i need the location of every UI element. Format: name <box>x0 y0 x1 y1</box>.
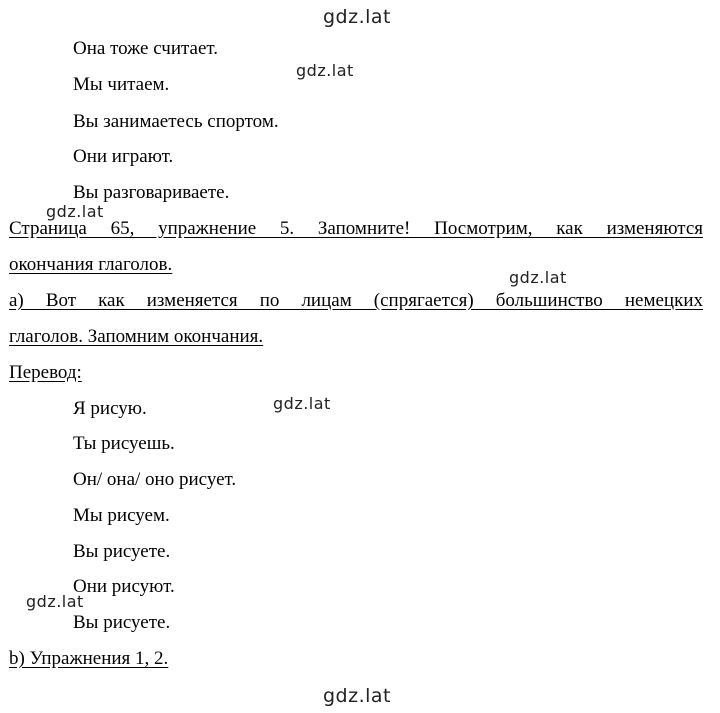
watermark: gdz.lat <box>509 268 567 287</box>
watermark: gdz.lat <box>273 394 331 413</box>
watermark-top: gdz.lat <box>323 6 392 28</box>
translation-line: Они рисуют. <box>73 576 175 597</box>
sentence-line: Она тоже считает. <box>73 38 219 59</box>
translation-line: Мы рисуем. <box>73 505 170 526</box>
translation-line: Он/ она/ оно рисует. <box>73 469 237 490</box>
translation-line: Вы рисуете. <box>73 541 171 562</box>
exercise-heading-line2: окончания глаголов. <box>9 254 173 275</box>
translation-line: Вы рисуете. <box>73 612 171 633</box>
exercise-heading-line1: Страница 65, упражнение 5. Запомните! Посмотрим, как изменяются <box>9 218 703 239</box>
part-a-line2: глаголов. Запомним окончания. <box>9 326 264 347</box>
translation-line: Ты рисуешь. <box>73 433 175 454</box>
translation-label: Перевод: <box>9 362 82 383</box>
watermark: gdz.lat <box>296 61 354 80</box>
translation-line: Я рисую. <box>73 398 147 419</box>
sentence-line: Мы читаем. <box>73 74 170 95</box>
sentence-line: Вы разговариваете. <box>73 182 230 203</box>
watermark: gdz.lat <box>46 202 104 221</box>
watermark-bottom: gdz.lat <box>323 685 392 707</box>
part-a-line1: a) Вот как изменяется по лицам (спрягается) большинство немецких <box>9 290 703 311</box>
sentence-line: Вы занимаетесь спортом. <box>73 111 279 132</box>
sentence-line: Они играют. <box>73 146 174 167</box>
watermark: gdz.lat <box>26 592 84 611</box>
part-b-label: b) Упражнения 1, 2. <box>9 648 169 669</box>
